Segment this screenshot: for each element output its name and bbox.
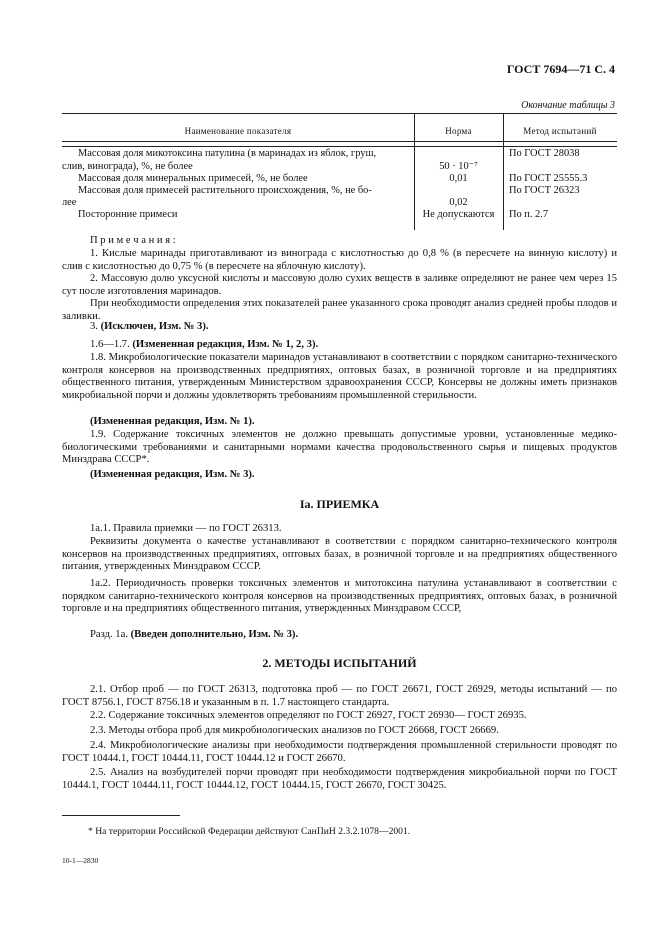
para-1-6: 1.6—1.7. (Измененная редакция, Изм. № 1, 2, 3). xyxy=(90,339,319,350)
section-1a-p4: Разд. 1а. (Введен дополнительно, Изм. № 3). xyxy=(90,629,299,640)
row2-norm: 0,01 xyxy=(449,173,468,184)
col-header-norm: Норма xyxy=(445,126,472,136)
note-3: При необходимости определения этих показателей ранее указанного срока проводят анализ средней пробы плодов и заливки. xyxy=(62,298,617,322)
print-code: 10-1—2830 xyxy=(62,856,99,865)
row3-method: По ГОСТ 26323 xyxy=(509,185,580,196)
section-2-p1: 2.1. Отбор проб — по ГОСТ 26313, подготовка проб — по ГОСТ 26671, ГОСТ 26929, методы испытаний — по ГОСТ 8756.1, ГОСТ 8756.18 и указанным в п. 1.7 настоящего стандарта. xyxy=(62,684,617,708)
row3-name-line2: лее xyxy=(62,197,77,208)
note-1: 1. Кислые маринады приготавливают из винограда с кислотностью до 0,8 % (в пересчете на винную кислоту) и слив с кислотностью до 0,75 % (в пересчете на яблочную кислоту). xyxy=(62,248,617,272)
table-header-rule xyxy=(62,141,617,142)
section-2-p4: 2.4. Микробиологические анализы при необходимости подтверждения промышленной стерильности проводят по ГОСТ 10444.1, ГОСТ 10444.11, ГОСТ 10444.12 и ГОСТ 26670. xyxy=(62,740,617,764)
section-1a-p3: 1а.2. Периодичность проверки токсичных элементов и митотоксина патулина устанавливают в соответствии с порядком санитарно-технического контроля консервов на производственных предприятиях, оптовых базах, в розничной торговле и на предприятиях общественного питания, утвержденных Минздравом СССР, xyxy=(62,578,617,615)
row1-name-line1: Массовая доля микотоксина патулина (в маринадах из яблок, груш, xyxy=(78,148,377,159)
section-1a-p2: Реквизиты документа о качестве устанавливают в соответствии с порядком санитарно-технического контроля консервов на производственных предприятиях, оптовых базах, в розничной торговле и на предприятиях общественного питания, утвержденных Минздравом СССР. xyxy=(62,536,617,573)
row3-name-line1: Массовая доля примесей растительного происхождения, %, не бо- xyxy=(78,185,372,196)
notes-title: П р и м е ч а н и я : xyxy=(90,235,176,246)
row4-norm: Не допускаются xyxy=(422,209,495,220)
col-header-method: Метод испытаний xyxy=(523,126,597,136)
row2-name: Массовая доля минеральных примесей, %, не более xyxy=(78,173,308,184)
page-header: ГОСТ 7694—71 С. 4 xyxy=(506,62,615,76)
footnote-rule xyxy=(62,815,180,816)
row4-method: По п. 2.7 xyxy=(509,209,549,220)
note-4: 3. (Исключен, Изм. № 3). xyxy=(90,321,209,332)
para-1-8-edit: (Измененная редакция, Изм. № 1). xyxy=(90,416,255,427)
row1-norm: 50 · 10⁻⁷ xyxy=(439,161,478,172)
col-header-name: Наименование показателя xyxy=(184,126,292,136)
section-2-p2: 2.2. Содержание токсичных элементов определяют по ГОСТ 26927, ГОСТ 26930— ГОСТ 26935. xyxy=(90,710,527,721)
para-1-8: 1.8. Микробиологические показатели маринадов устанавливают в соответствии с порядком санитарно-технического контроля консервов на производственных предприятиях, оптовых базах, в розничной торговле и на предприятиях общественного питания, утвержденным Министерством здравоохранения СССР, Консервы не должны иметь признаков микробиальной порчи и должны удовлетворять требованиям промышленной стерильности. xyxy=(62,352,617,401)
section-2-title: 2. МЕТОДЫ ИСПЫТАНИЙ xyxy=(262,656,417,670)
section-1a-p1: 1а.1. Правила приемки — по ГОСТ 26313. xyxy=(90,523,282,534)
footnote: * На территории Российской Федерации действуют СанПиН 2.3.2.1078—2001. xyxy=(88,826,411,837)
section-2-p5: 2.5. Анализ на возбудителей порчи проводят при необходимости подтверждения микробиальной порчи по ГОСТ 10444.1, ГОСТ 10444.11, ГОСТ 10444.12, ГОСТ 10444.15, ГОСТ 26670, ГОСТ 30425. xyxy=(62,767,617,791)
para-1-9: 1.9. Содержание токсичных элементов не должно превышать допустимые уровни, установленные медико-биологическими требованиями и санитарными нормами качества продовольственного сырья и пищевых продуктов Минздрава СССР*. xyxy=(62,429,617,466)
table-header-rule-2 xyxy=(62,146,617,147)
section-1a-title: Iа. ПРИЕМКА xyxy=(299,497,380,511)
row1-name-line2: слив, винограда), %, не более xyxy=(62,161,193,172)
para-1-9-edit: (Измененная редакция, Изм. № 3). xyxy=(90,469,255,480)
row1-method: По ГОСТ 28038 xyxy=(509,148,580,159)
table-top-rule xyxy=(62,113,617,114)
row2-method: По ГОСТ 25555.3 xyxy=(509,173,588,184)
table-caption: Окончание таблицы 3 xyxy=(521,100,615,111)
section-2-p3: 2.3. Методы отбора проб для микробиологических анализов по ГОСТ 26668, ГОСТ 26669. xyxy=(90,725,499,736)
note-2: 2. Массовую долю уксусной кислоты и массовую долю сухих веществ в заливке определяют не ранее чем через 15 сут после изготовления маринадов. xyxy=(62,273,617,297)
row3-norm: 0,02 xyxy=(449,197,468,208)
row4-name: Посторонние примеси xyxy=(78,209,178,220)
